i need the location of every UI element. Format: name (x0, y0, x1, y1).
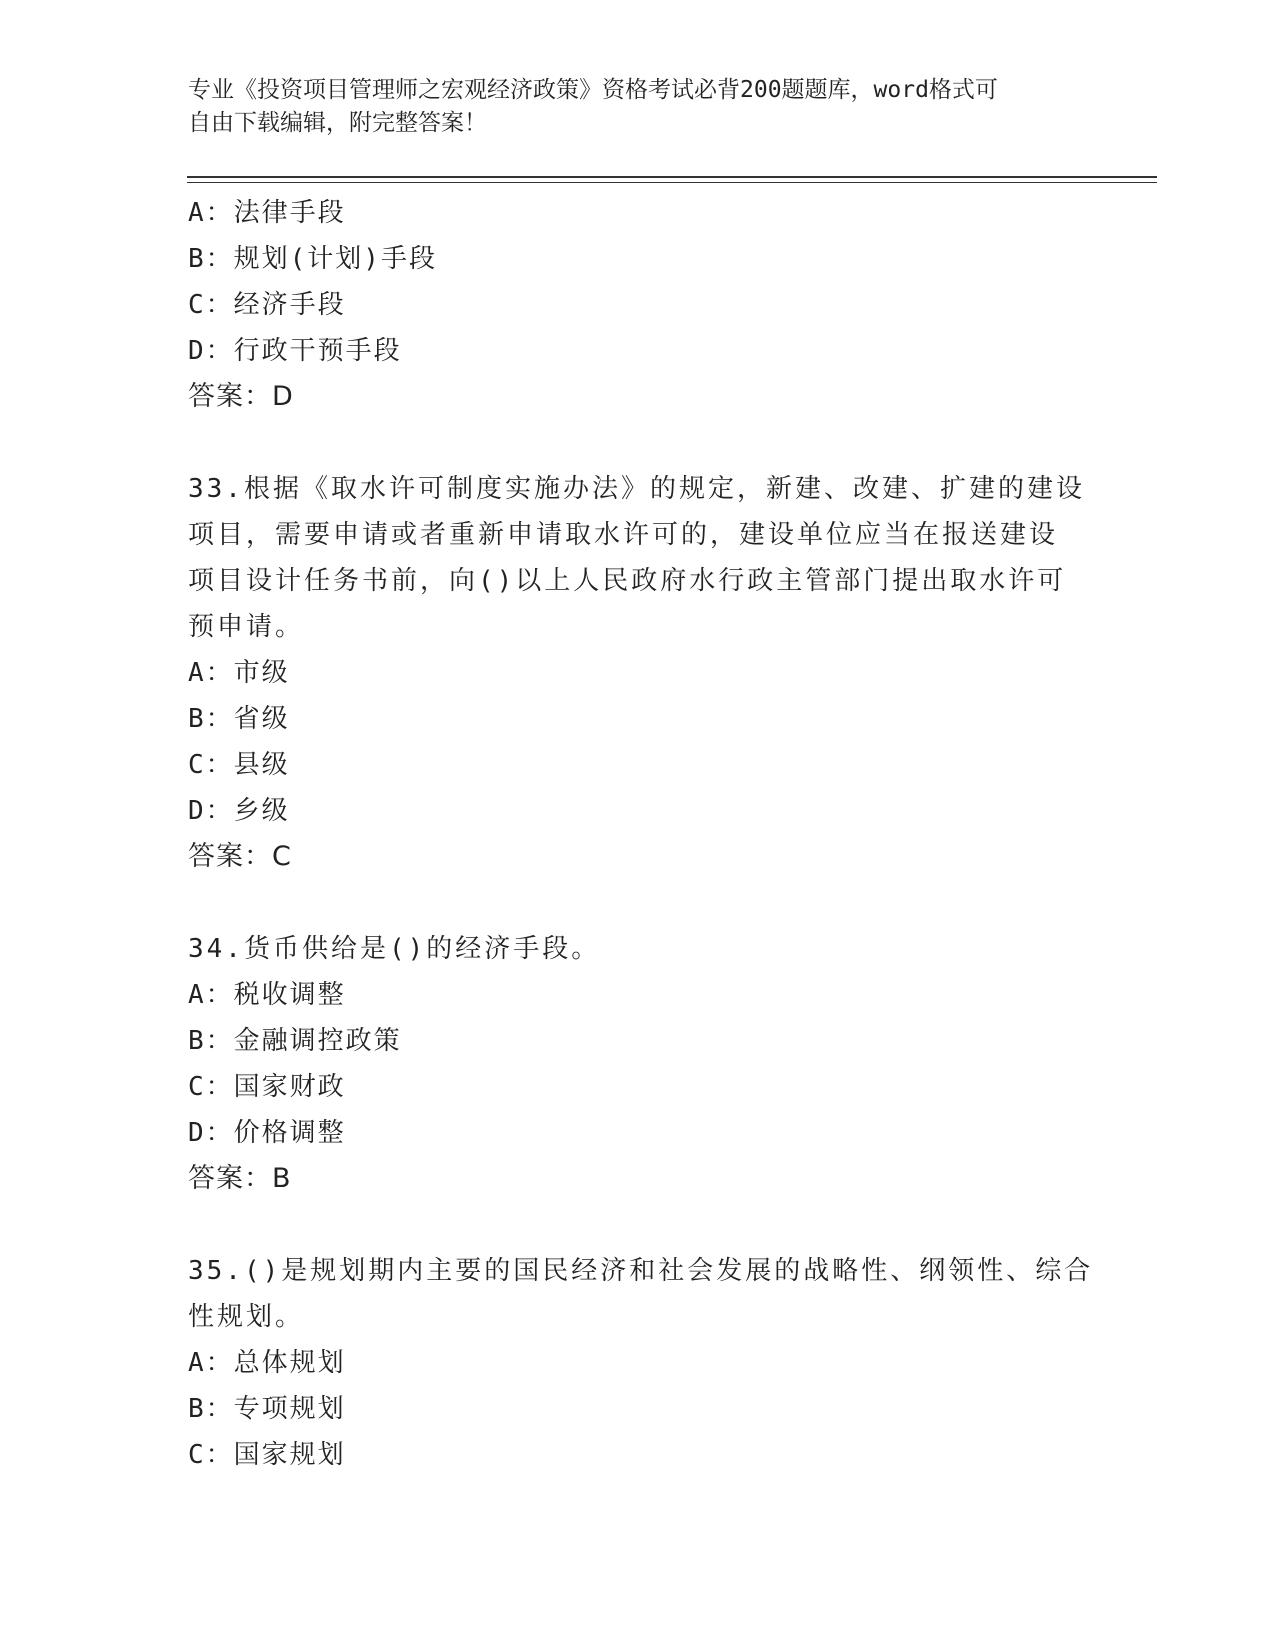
answer: 答案：D (188, 381, 294, 412)
document-header (188, 74, 1068, 140)
header-line-2: 自由下载编辑，附完整答案！ (188, 110, 487, 136)
spacer (188, 1202, 1088, 1248)
option-c: C：县级 (188, 750, 290, 780)
option-b: B：规划(计划)手段 (188, 244, 437, 274)
question-list (188, 190, 1094, 1478)
option-c: C：经济手段 (188, 290, 346, 320)
option-c: C：国家财政 (188, 1072, 346, 1102)
option-a: A：税收调整 (188, 980, 346, 1010)
header-divider-thin (187, 182, 1157, 183)
answer: 答案：C (188, 841, 292, 872)
answer: 答案：B (188, 1163, 292, 1194)
question-line: 项目设计任务书前，向()以上人民政府水行政主管部门提出取水许可 (188, 566, 1067, 596)
question-text (188, 1248, 1094, 1340)
option-d: D：行政干预手段 (188, 336, 402, 366)
question-34 (188, 926, 1088, 1202)
header-divider-thick (187, 176, 1157, 178)
question-line: 预申请。 (188, 612, 305, 642)
option-d: D：价格调整 (188, 1118, 346, 1148)
question-line: 项目，需要申请或者重新申请取水许可的，建设单位应当在报送建设 (188, 520, 1059, 550)
option-b: B：省级 (188, 704, 290, 734)
question-35 (188, 1248, 1094, 1478)
spacer (188, 880, 1088, 926)
question-32 (188, 190, 1088, 420)
question-line: 35.()是规划期内主要的国民经济和社会发展的战略性、纲领性、综合 (188, 1256, 1094, 1286)
option-b: B：金融调控政策 (188, 1026, 402, 1056)
option-a: A：市级 (188, 658, 290, 688)
question-line: 性规划。 (188, 1302, 305, 1332)
option-d: D：乡级 (188, 796, 290, 826)
question-line: 33.根据《取水许可制度实施办法》的规定，新建、改建、扩建的建设 (188, 474, 1085, 504)
header-line-1: 专业《投资项目管理师之宏观经济政策》资格考试必背200题题库，word格式可 (188, 77, 998, 103)
question-line: 34.货币供给是()的经济手段。 (188, 934, 601, 964)
option-a: A：总体规划 (188, 1348, 346, 1378)
option-b: B：专项规划 (188, 1394, 346, 1424)
question-text (188, 926, 1088, 972)
option-a: A：法律手段 (188, 198, 346, 228)
question-text (188, 466, 1088, 650)
question-33 (188, 466, 1088, 880)
option-c: C：国家规划 (188, 1440, 346, 1470)
spacer (188, 420, 1088, 466)
